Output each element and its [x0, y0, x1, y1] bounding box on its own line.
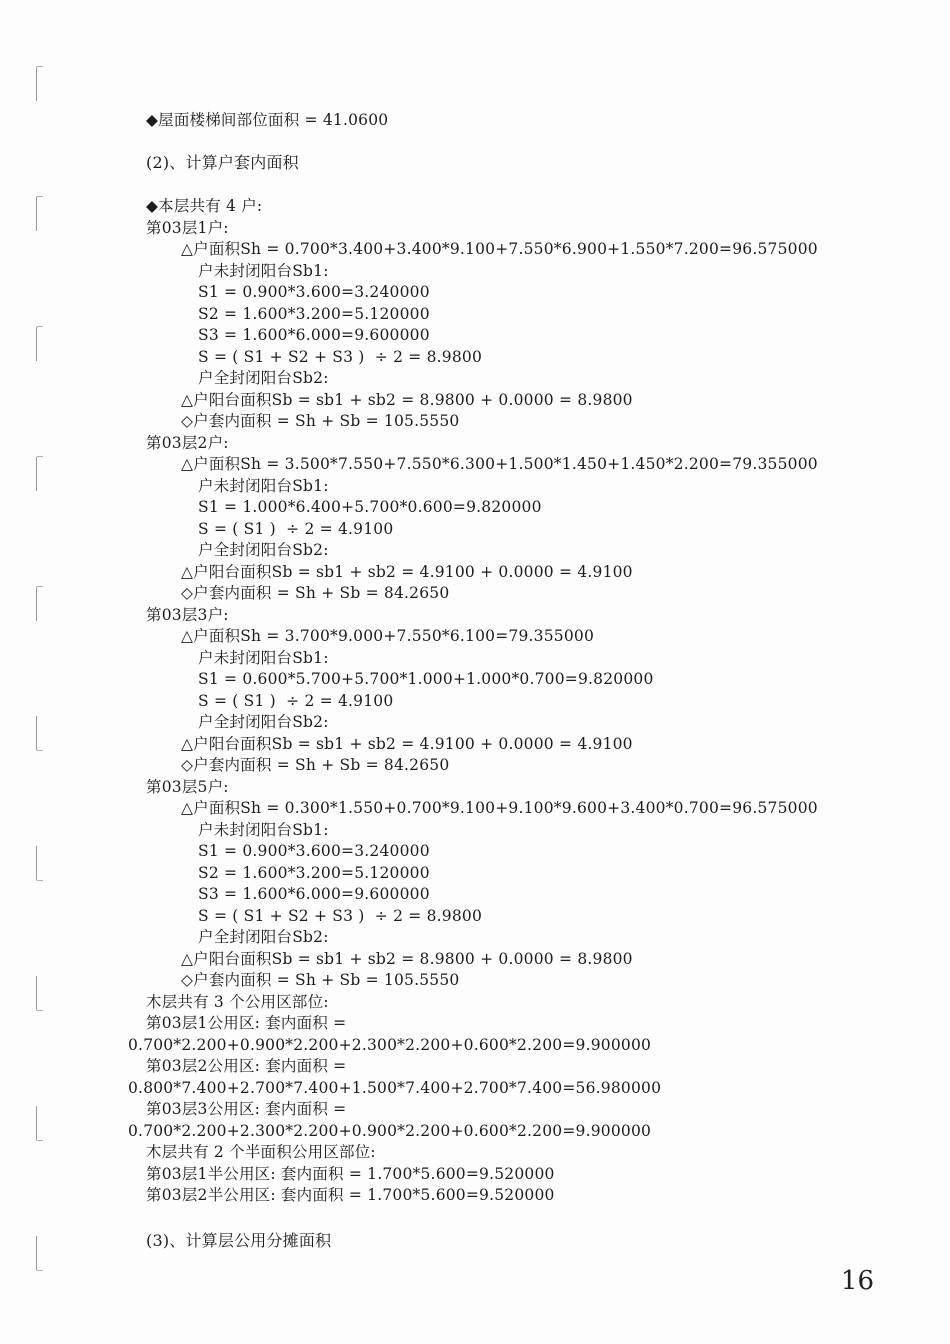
- public-area-1-formula: 0.700*2.200+0.900*2.200+2.300*2.200+0.600*2.200=9.900000: [128, 1036, 652, 1054]
- unit-3-s1-line: S1 = 0.600*5.700+5.700*1.000+1.000*0.700=9.820000: [198, 670, 654, 688]
- public-area-2-title: 第03层2公用区: 套内面积 =: [146, 1057, 347, 1075]
- unit-2-interior-area-line: ◇户套内面积 = Sh + Sb = 84.2650: [181, 584, 450, 602]
- unit-3-area-line: △户面积Sh = 3.700*9.000+7.550*6.100=79.355000: [181, 627, 595, 645]
- half-public-area-count-line: 木层共有 2 个半面积公用区部位:: [146, 1143, 376, 1161]
- unit-5-s1-line: S1 = 0.900*3.600=3.240000: [198, 842, 430, 860]
- unit-2-title: 第03层2户:: [146, 434, 229, 452]
- stair-room-area-line: ◆屋面楼梯间部位面积 = 41.0600: [146, 111, 389, 129]
- unit-3-s-total-line: S = ( S1 ) ÷ 2 = 4.9100: [198, 692, 394, 710]
- section-heading-2: (2)、计算户套内面积: [146, 153, 299, 172]
- page-number: 16: [840, 1266, 874, 1296]
- unit-1-closed-balcony-label: 户全封闭阳台Sb2:: [198, 369, 329, 387]
- binding-mark: [36, 1236, 43, 1271]
- public-area-1-title: 第03层1公用区: 套内面积 =: [146, 1014, 347, 1032]
- binding-mark: [36, 846, 43, 881]
- unit-2-balcony-area-line: △户阳台面积Sb = sb1 + sb2 = 4.9100 + 0.0000 = 4.9100: [181, 563, 633, 581]
- unit-3-balcony-area-line: △户阳台面积Sb = sb1 + sb2 = 4.9100 + 0.0000 = 4.9100: [181, 735, 633, 753]
- unit-5-interior-area-line: ◇户套内面积 = Sh + Sb = 105.5550: [181, 971, 460, 989]
- binding-mark: [36, 196, 43, 231]
- public-area-3-title: 第03层3公用区: 套内面积 =: [146, 1100, 347, 1118]
- binding-mark: [36, 326, 43, 361]
- unit-1-title: 第03层1户:: [146, 219, 229, 237]
- unit-1-area-line: △户面积Sh = 0.700*3.400+3.400*9.100+7.550*6.900+1.550*7.200=96.575000: [181, 240, 818, 258]
- unit-1-interior-area-line: ◇户套内面积 = Sh + Sb = 105.5550: [181, 412, 460, 430]
- unit-3-open-balcony-label: 户未封闭阳台Sb1:: [198, 649, 329, 667]
- unit-1-balcony-area-line: △户阳台面积Sb = sb1 + sb2 = 8.9800 + 0.0000 = 8.9800: [181, 391, 633, 409]
- unit-2-s-total-line: S = ( S1 ) ÷ 2 = 4.9100: [198, 520, 394, 538]
- section-heading-3: (3)、计算层公用分摊面积: [146, 1231, 332, 1250]
- binding-mark: [36, 586, 43, 621]
- unit-3-interior-area-line: ◇户套内面积 = Sh + Sb = 84.2650: [181, 756, 450, 774]
- binding-mark: [36, 1106, 43, 1141]
- unit-5-closed-balcony-label: 户全封闭阳台Sb2:: [198, 928, 329, 946]
- unit-5-open-balcony-label: 户未封闭阳台Sb1:: [198, 821, 329, 839]
- half-public-area-1-line: 第03层1半公用区: 套内面积 = 1.700*5.600=9.520000: [146, 1165, 555, 1183]
- unit-count-line: ◆本层共有 4 户:: [146, 197, 263, 215]
- unit-1-s3-line: S3 = 1.600*6.000=9.600000: [198, 326, 430, 344]
- unit-2-closed-balcony-label: 户全封闭阳台Sb2:: [198, 541, 329, 559]
- unit-2-area-line: △户面积Sh = 3.500*7.550+7.550*6.300+1.500*1.450+1.450*2.200=79.355000: [181, 455, 818, 473]
- half-public-area-2-line: 第03层2半公用区: 套内面积 = 1.700*5.600=9.520000: [146, 1186, 555, 1204]
- unit-5-s3-line: S3 = 1.600*6.000=9.600000: [198, 885, 430, 903]
- binding-mark: [36, 976, 43, 1011]
- unit-5-s2-line: S2 = 1.600*3.200=5.120000: [198, 864, 430, 882]
- public-area-3-formula: 0.700*2.200+2.300*2.200+0.900*2.200+0.600*2.200=9.900000: [128, 1122, 652, 1140]
- unit-2-s1-line: S1 = 1.000*6.400+5.700*0.600=9.820000: [198, 498, 542, 516]
- unit-1-s2-line: S2 = 1.600*3.200=5.120000: [198, 305, 430, 323]
- unit-5-s-total-line: S = ( S1 + S2 + S3 ) ÷ 2 = 8.9800: [198, 907, 483, 925]
- unit-1-s1-line: S1 = 0.900*3.600=3.240000: [198, 283, 430, 301]
- binding-mark: [36, 66, 43, 101]
- unit-3-closed-balcony-label: 户全封闭阳台Sb2:: [198, 713, 329, 731]
- public-area-2-formula: 0.800*7.400+2.700*7.400+1.500*7.400+2.700*7.400=56.980000: [128, 1079, 662, 1097]
- unit-5-area-line: △户面积Sh = 0.300*1.550+0.700*9.100+9.100*9.600+3.400*0.700=96.575000: [181, 799, 818, 817]
- unit-2-open-balcony-label: 户未封闭阳台Sb1:: [198, 477, 329, 495]
- unit-5-balcony-area-line: △户阳台面积Sb = sb1 + sb2 = 8.9800 + 0.0000 = 8.9800: [181, 950, 633, 968]
- public-area-count-line: 木层共有 3 个公用区部位:: [146, 993, 329, 1011]
- binding-mark: [36, 456, 43, 491]
- unit-1-open-balcony-label: 户未封闭阳台Sb1:: [198, 262, 329, 280]
- unit-1-s-total-line: S = ( S1 + S2 + S3 ) ÷ 2 = 8.9800: [198, 348, 483, 366]
- unit-3-title: 第03层3户:: [146, 606, 229, 624]
- binding-mark: [36, 716, 43, 751]
- unit-5-title: 第03层5户:: [146, 778, 229, 796]
